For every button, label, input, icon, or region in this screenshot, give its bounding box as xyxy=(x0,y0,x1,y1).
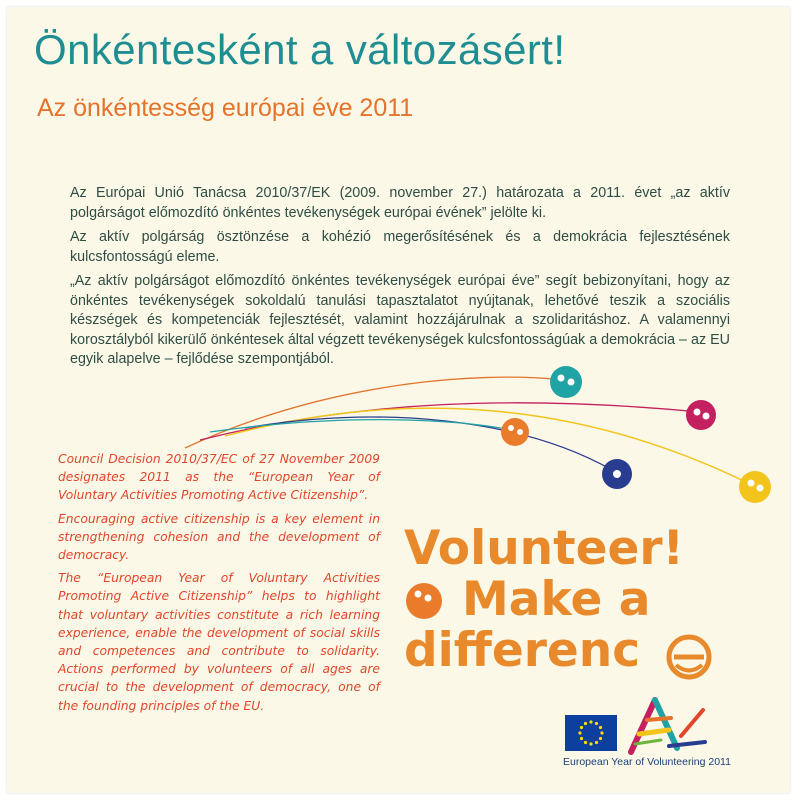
slogan-line: Volunteer! xyxy=(404,521,684,576)
volunteering-year-logo xyxy=(625,690,709,756)
english-paragraph: The “European Year of Voluntary Activities Promoting Active Citizenship” helps to highlight that voluntary activities constitute a rich learning experience, enable the development of social skills and competences and contribute to solidarity. Actions performed by volunteers of all ages are crucial to the development of democracy, one of the founding principles of the EU. xyxy=(58,571,380,713)
eu-caption: European Year of Volunteering 2011 xyxy=(563,756,731,768)
hungarian-paragraph: Az Európai Unió Tanácsa 2010/37/EK (2009. november 27.) határozata a 2011. évet „az aktív polgárságot előmozdító önkéntes tevékenységek európai évének” jelölte ki. xyxy=(70,185,730,221)
circled-e-icon xyxy=(669,637,709,677)
page-title: Önkéntesként a változásért! xyxy=(34,26,566,73)
eu-flag-icon xyxy=(565,715,617,751)
english-paragraph: Encouraging active citizenship is a key element in strengthening cohesion and the development of democracy. xyxy=(58,511,380,563)
hungarian-paragraph: Az aktív polgárság ösztönzése a kohézió megerősítésének és a demokrácia fejlesztésének kulcsfontosságú eleme. xyxy=(70,229,730,265)
slogan-line: differenc xyxy=(404,623,641,678)
english-paragraph: Council Decision 2010/37/EC of 27 November 2009 designates 2011 as the “European Year of Voluntary Activities Promoting Active Citizenship”. xyxy=(58,452,380,503)
hungarian-paragraph: „Az aktív polgárságot előmozdító önkéntes tevékenységek európai éve” segít bebizonyítani, hogy az önkéntes tevékenységek sokoldalú tanulási tapasztalatot nyújtanak, lehetővé teszik a szociális készségek és kompetenciák fejlesztését, valamint hozzájárulnak a szolidaritáshoz. A valamennyi korosztályból kikerülő önkéntesek által végzett tevékenységek kulcsfontosságúak a demokrácia – az EU egyik alapelve – fejlődése szempontjából. xyxy=(70,273,730,367)
orange-dot-icon xyxy=(406,583,442,619)
page-subtitle: Az önkéntesség európai éve 2011 xyxy=(37,94,414,122)
slogan-line: Make a xyxy=(462,572,651,627)
